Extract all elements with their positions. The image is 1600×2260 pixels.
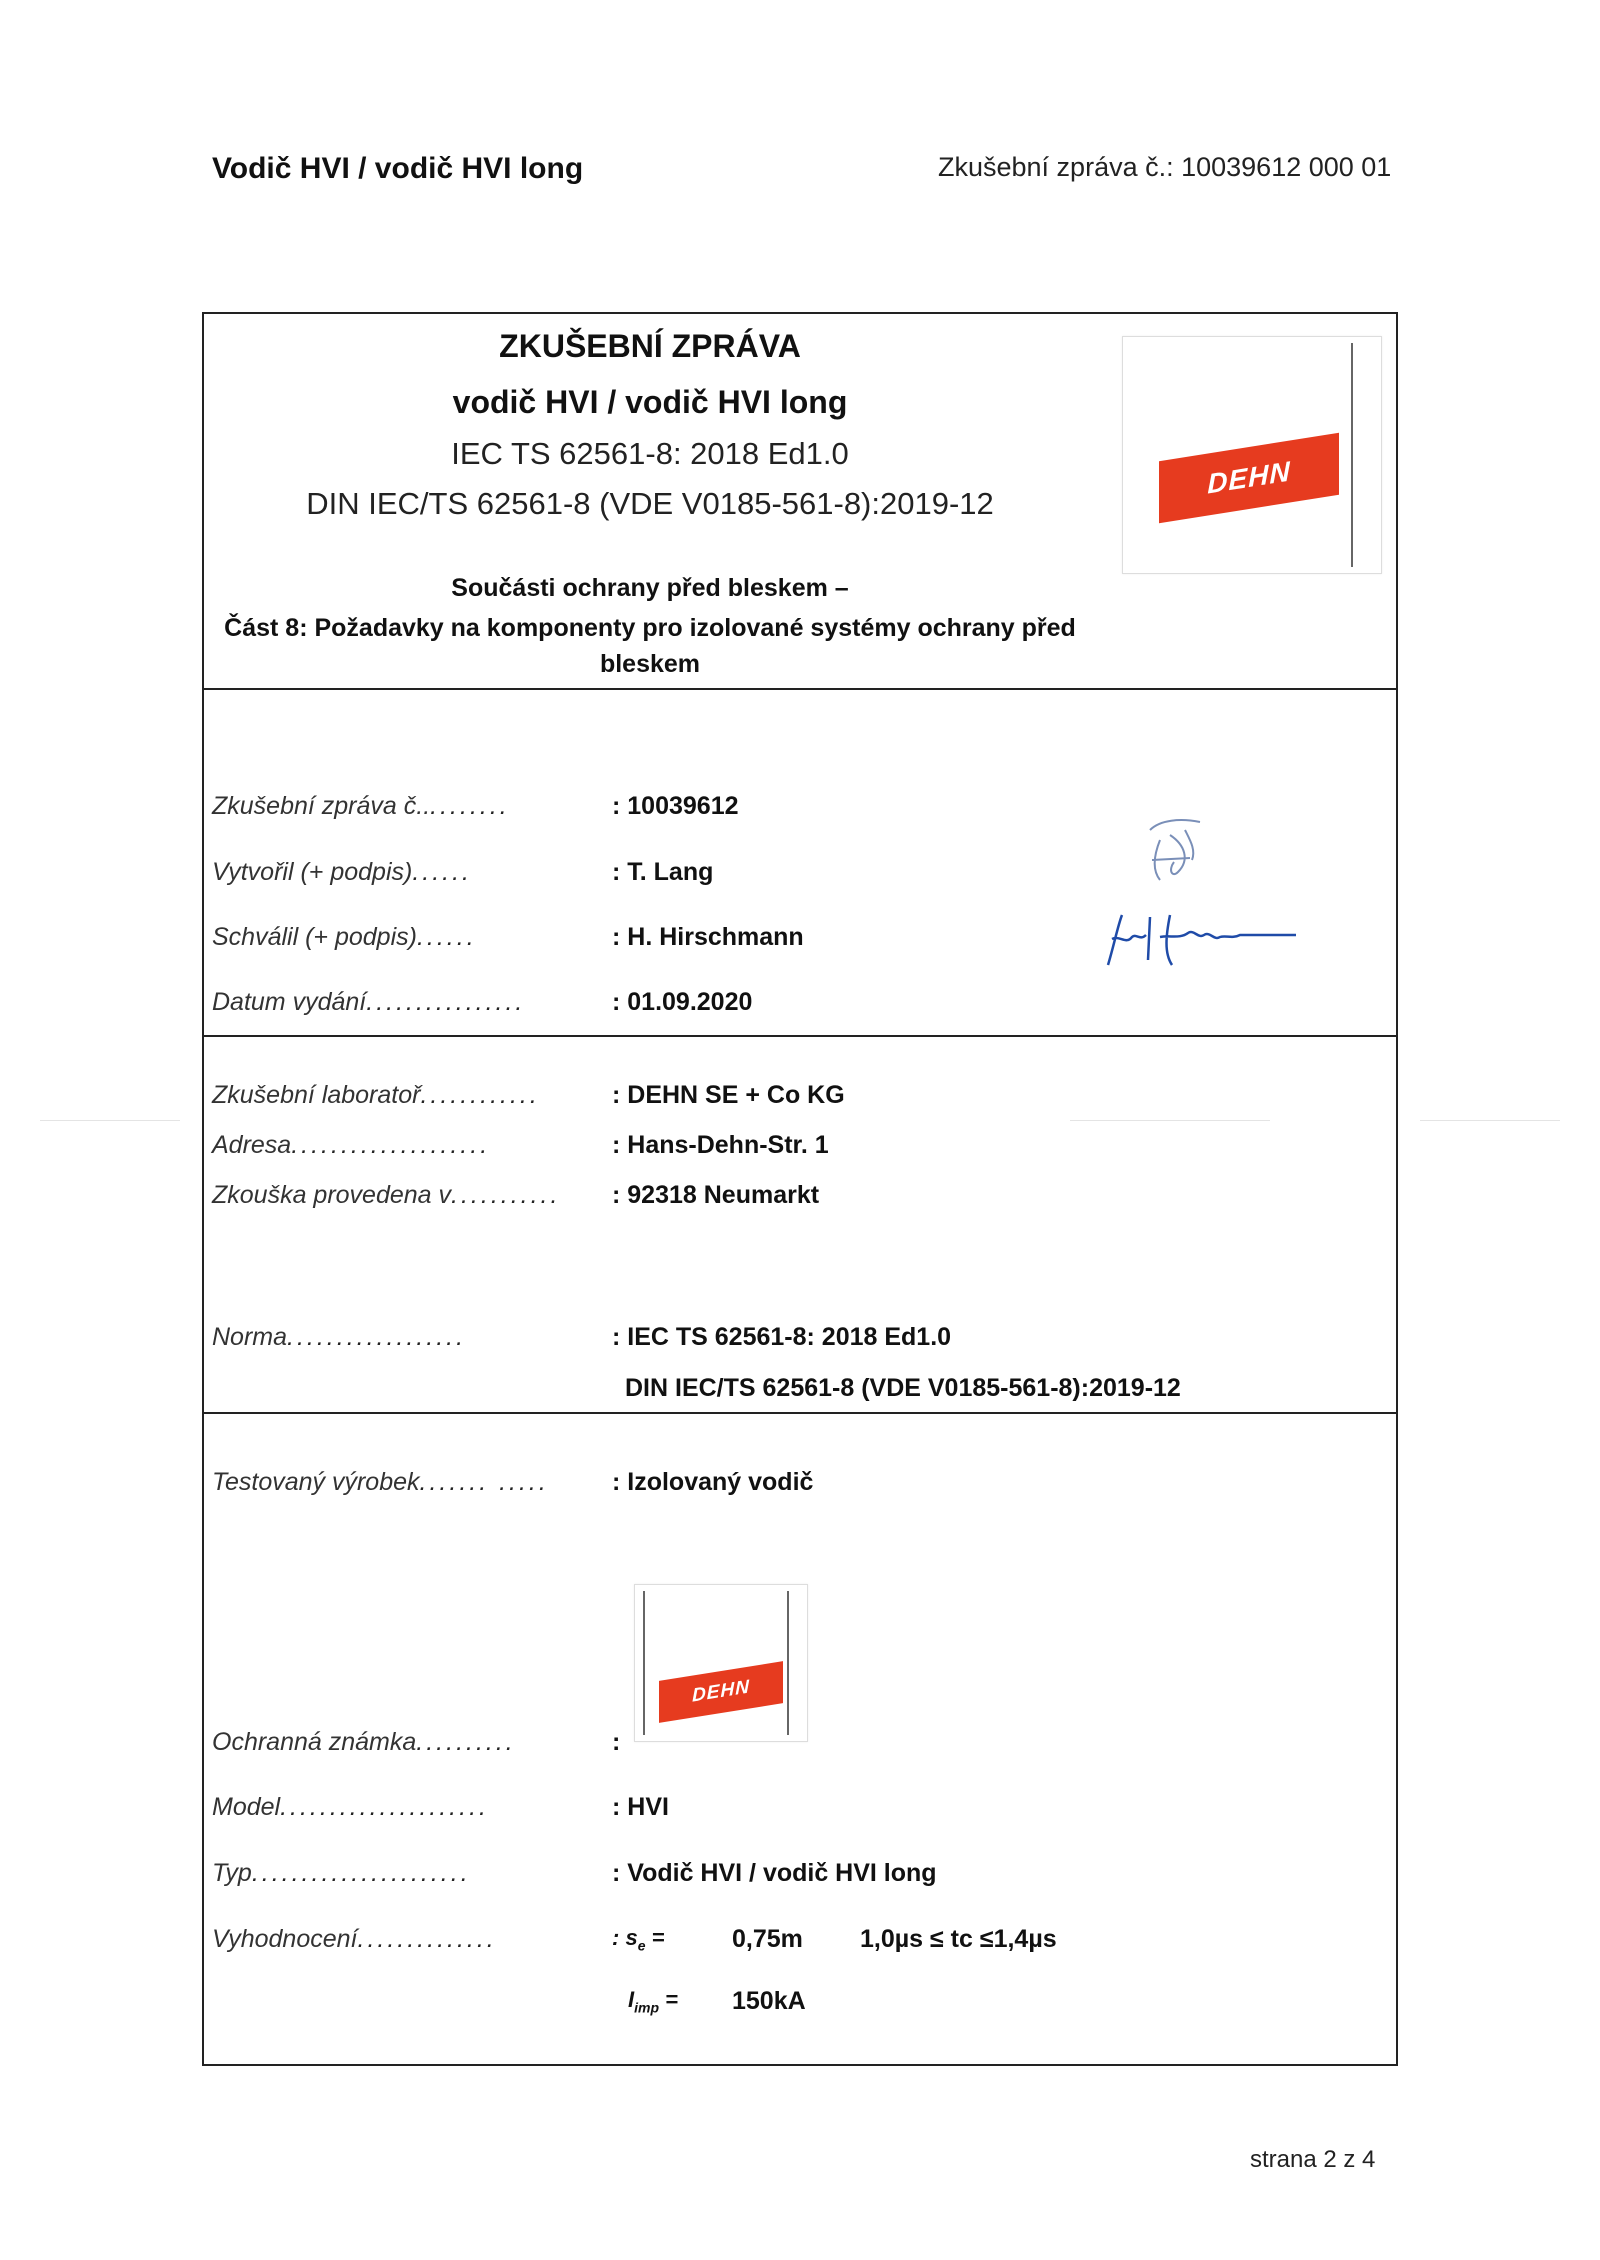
value-type: : Vodič HVI / vodič HVI long — [612, 1859, 937, 1887]
value-address: : Hans-Dehn-Str. 1 — [612, 1131, 829, 1159]
signature-t-lang — [1130, 800, 1220, 900]
value-tc: 1,0µs ≤ tc ≤1,4µs — [860, 1925, 1057, 1953]
scan-artifact — [1070, 1120, 1270, 1121]
value-se: 0,75m — [732, 1925, 803, 1953]
signature-h-hirschmann — [1100, 905, 1300, 975]
value-report-no: : 10039612 — [612, 792, 739, 820]
report-standard-iec: IEC TS 62561-8: 2018 Ed1.0 — [451, 436, 849, 471]
report-subtitle-line1: Součásti ochrany před bleskem – — [451, 574, 849, 602]
value-product: : Izolovaný vodič — [612, 1468, 814, 1496]
value-issue-date: : 01.09.2020 — [612, 988, 753, 1016]
label-type: Typ...................... — [212, 1859, 471, 1887]
label-created-by: Vytvořil (+ podpis)...... — [212, 858, 473, 886]
value-created-by: : T. Lang — [612, 858, 714, 886]
value-approved-by: : H. Hirschmann — [612, 923, 804, 951]
report-subtitle-line2: Část 8: Požadavky na komponenty pro izolované systémy ochrany před — [224, 614, 1076, 642]
value-test-place: : 92318 Neumarkt — [612, 1181, 820, 1209]
label-lab: Zkušební laboratoř............ — [212, 1081, 540, 1109]
value-trademark: : — [612, 1728, 621, 1756]
trademark-logo-box — [634, 1584, 808, 1742]
label-trademark: Ochranná známka.......... — [212, 1728, 516, 1756]
trademark-logo-text: DEHN — [692, 1676, 750, 1707]
value-lab: : DEHN SE + Co KG — [612, 1081, 845, 1109]
label-product: Testovaný výrobek....... ..... — [212, 1468, 549, 1496]
document-header-title: Vodič HVI / vodič HVI long — [212, 152, 584, 185]
value-norm: : IEC TS 62561-8: 2018 Ed1.0 — [612, 1323, 952, 1351]
label-evaluation: Vyhodnocení.............. — [212, 1925, 497, 1953]
value-norm-din: DIN IEC/TS 62561-8 (VDE V0185-561-8):2019-12 — [625, 1374, 1181, 1402]
value-model: : HVI — [612, 1793, 669, 1821]
value-limp: 150kA — [732, 1987, 806, 2015]
report-product-title: vodič HVI / vodič HVI long — [452, 384, 848, 420]
scan-artifact — [1420, 1120, 1560, 1121]
scan-artifact — [40, 1120, 180, 1121]
label-norm: Norma.................. — [212, 1323, 467, 1351]
label-address: Adresa.................... — [212, 1131, 491, 1159]
dehn-logo-box — [1122, 336, 1382, 574]
label-report-no: Zkušební zpráva č.......... — [212, 792, 510, 820]
label-limp: $I_{imp}$ = — [628, 1987, 678, 2016]
trademark-logo — [659, 1661, 783, 1723]
value-evaluation-symbol: : $s_e$ = — [612, 1925, 665, 1954]
label-test-place: Zkouška provedena v........... — [212, 1181, 561, 1209]
report-standard-din: DIN IEC/TS 62561-8 (VDE V0185-561-8):2019-12 — [306, 486, 994, 521]
divider — [202, 1035, 1398, 1037]
dehn-logo-text: DEHN — [1207, 455, 1291, 500]
report-subtitle-line3: bleskem — [599, 650, 701, 678]
page-number: strana 2 z 4 — [1250, 2146, 1376, 2173]
divider — [202, 1412, 1398, 1414]
report-title: ZKUŠEBNÍ ZPRÁVA — [499, 328, 801, 364]
document-header-report-no: Zkušební zpráva č.: 10039612 000 01 — [938, 152, 1392, 182]
divider — [202, 688, 1398, 690]
label-issue-date: Datum vydání................ — [212, 988, 526, 1016]
label-approved-by: Schválil (+ podpis)...... — [212, 923, 477, 951]
dehn-logo — [1159, 433, 1339, 524]
label-model: Model..................... — [212, 1793, 489, 1821]
